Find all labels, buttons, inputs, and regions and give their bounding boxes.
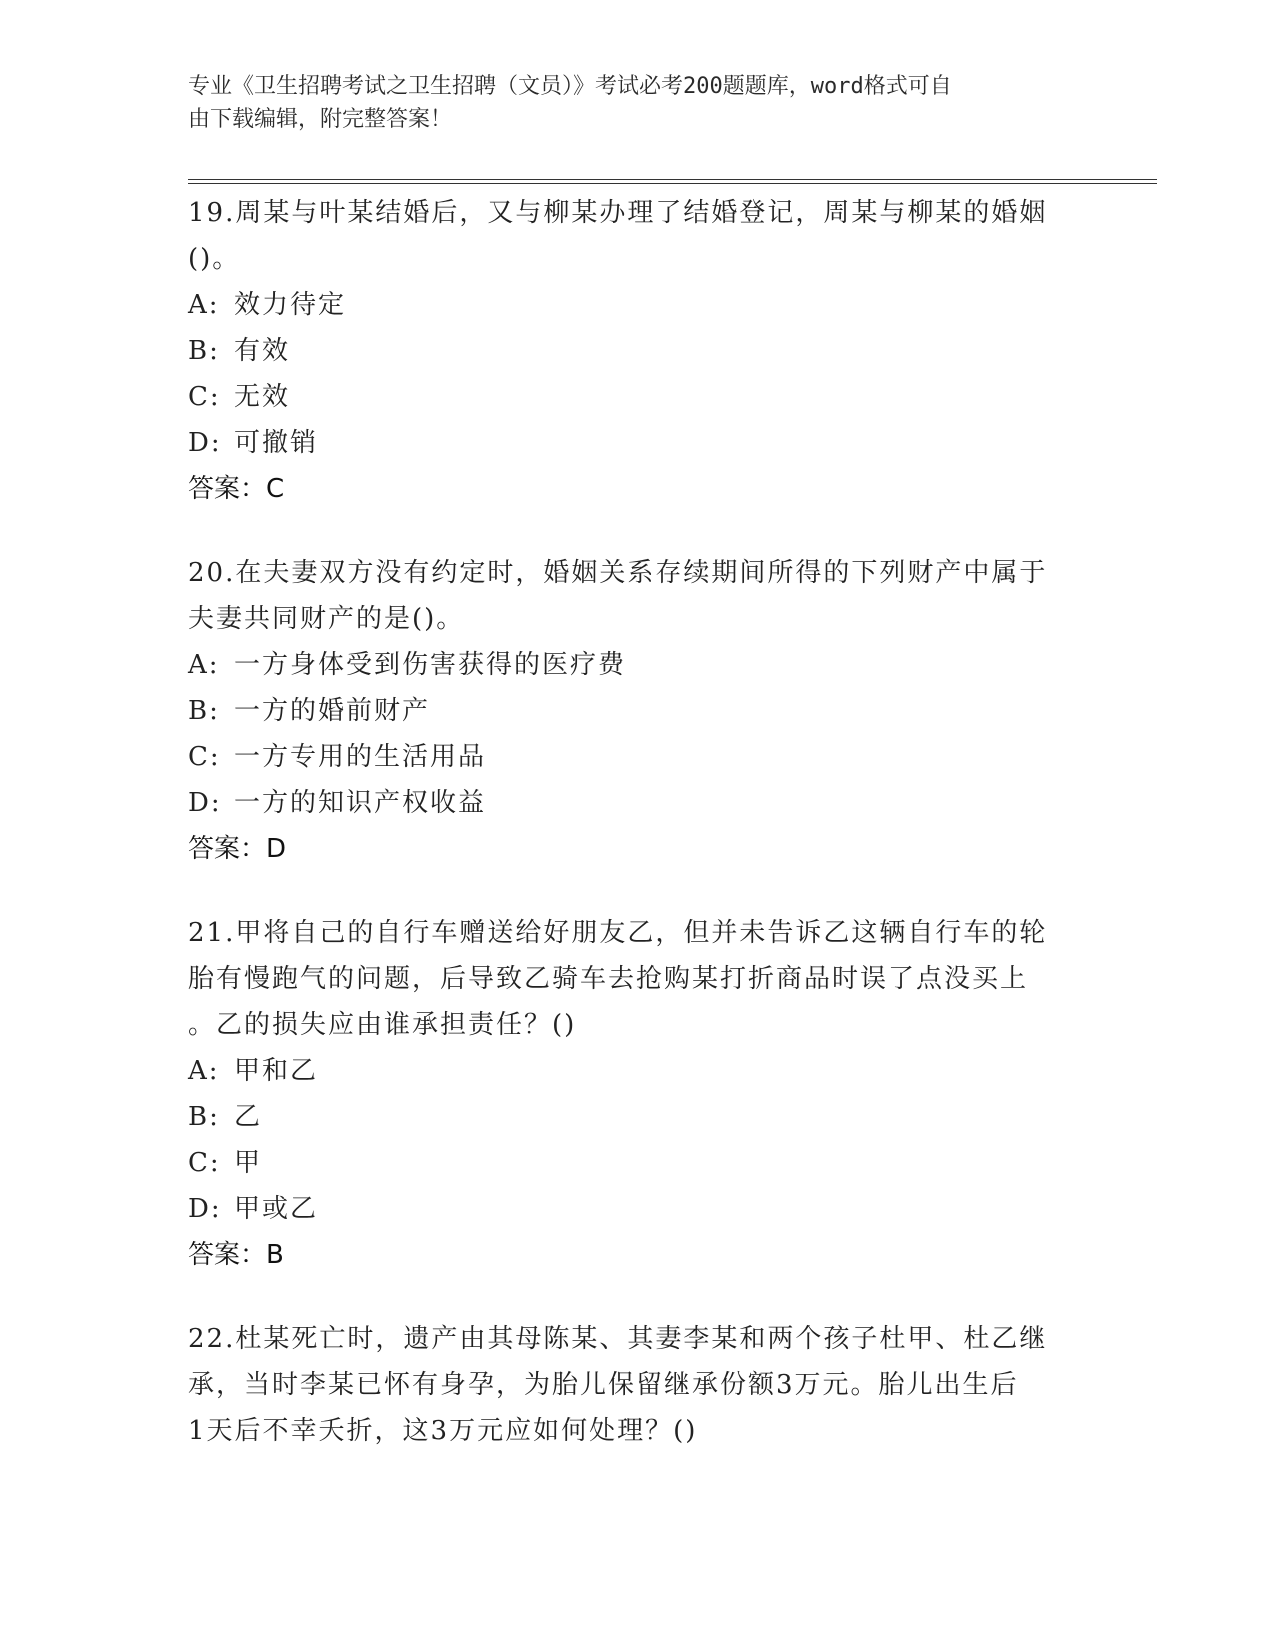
option-b [188,688,1088,734]
option-a [188,1048,1088,1094]
option-text: 一方身体受到伤害获得的医疗费 [234,650,627,680]
option-c [188,1140,1088,1186]
question-stem-line: 。乙的损失应由谁承担责任？() [188,1010,577,1040]
header-line-2: 由下载编辑，附完整答案！ [188,107,453,132]
question-19 [188,190,1088,512]
option-d [188,420,1088,466]
option-letter: A: [188,1056,220,1086]
option-letter: B: [188,696,220,726]
option-letter: C: [188,382,221,412]
header-line-1: 专业《卫生招聘考试之卫生招聘（文员）》考试必考200题题库，word格式可自 [188,74,952,99]
option-letter: B: [188,1102,220,1132]
answer-label: 答案：B [188,1240,284,1270]
option-c [188,374,1088,420]
answer-label: 答案：C [188,474,285,504]
header-divider-bottom [188,183,1157,184]
question-list [188,190,1088,1454]
option-letter: C: [188,1148,221,1178]
header-divider-top [188,179,1157,180]
question-stem-line: 1天后不幸夭折，这3万元应如何处理？() [188,1416,698,1446]
option-text: 乙 [234,1102,263,1132]
option-text: 效力待定 [234,290,347,320]
question-stem-line: 胎有慢跑气的问题，后导致乙骑车去抢购某打折商品时误了点没买上 [188,964,1029,994]
option-letter: A: [188,290,220,320]
option-letter: B: [188,336,220,366]
question-stem-line: 22.杜某死亡时，遗产由其母陈某、其妻李某和两个孩子杜甲、杜乙继 [188,1324,1048,1354]
option-text: 有效 [234,336,291,366]
option-b [188,1094,1088,1140]
option-letter: D: [188,1194,222,1224]
option-text: 甲或乙 [234,1194,319,1224]
option-text: 一方的婚前财产 [234,696,431,726]
question-21 [188,910,1088,1278]
document-header [188,70,1068,136]
question-stem-line: 承，当时李某已怀有身孕，为胎儿保留继承份额3万元。胎儿出生后 [188,1370,1019,1400]
question-22 [188,1316,1088,1454]
question-stem-line: ()。 [188,244,241,274]
option-letter: A: [188,650,220,680]
option-b [188,328,1088,374]
option-text: 一方的知识产权收益 [234,788,487,818]
answer-label: 答案：D [188,834,287,864]
option-text: 甲和乙 [234,1056,319,1086]
question-stem-line: 20.在夫妻双方没有约定时，婚姻关系存续期间所得的下列财产中属于 [188,558,1048,588]
option-letter: C: [188,742,221,772]
option-d [188,780,1088,826]
option-a [188,642,1088,688]
option-text: 甲 [234,1148,263,1178]
question-stem-line: 21.甲将自己的自行车赠送给好朋友乙，但并未告诉乙这辆自行车的轮 [188,918,1048,948]
option-letter: D: [188,428,222,458]
option-text: 一方专用的生活用品 [234,742,487,772]
question-stem-line: 夫妻共同财产的是()。 [188,604,465,634]
question-stem-line: 19.周某与叶某结婚后，又与柳某办理了结婚登记，周某与柳某的婚姻 [188,198,1048,228]
question-20 [188,550,1088,872]
option-text: 无效 [234,382,291,412]
option-text: 可撤销 [234,428,319,458]
option-c [188,734,1088,780]
option-d [188,1186,1088,1232]
option-letter: D: [188,788,222,818]
option-a [188,282,1088,328]
